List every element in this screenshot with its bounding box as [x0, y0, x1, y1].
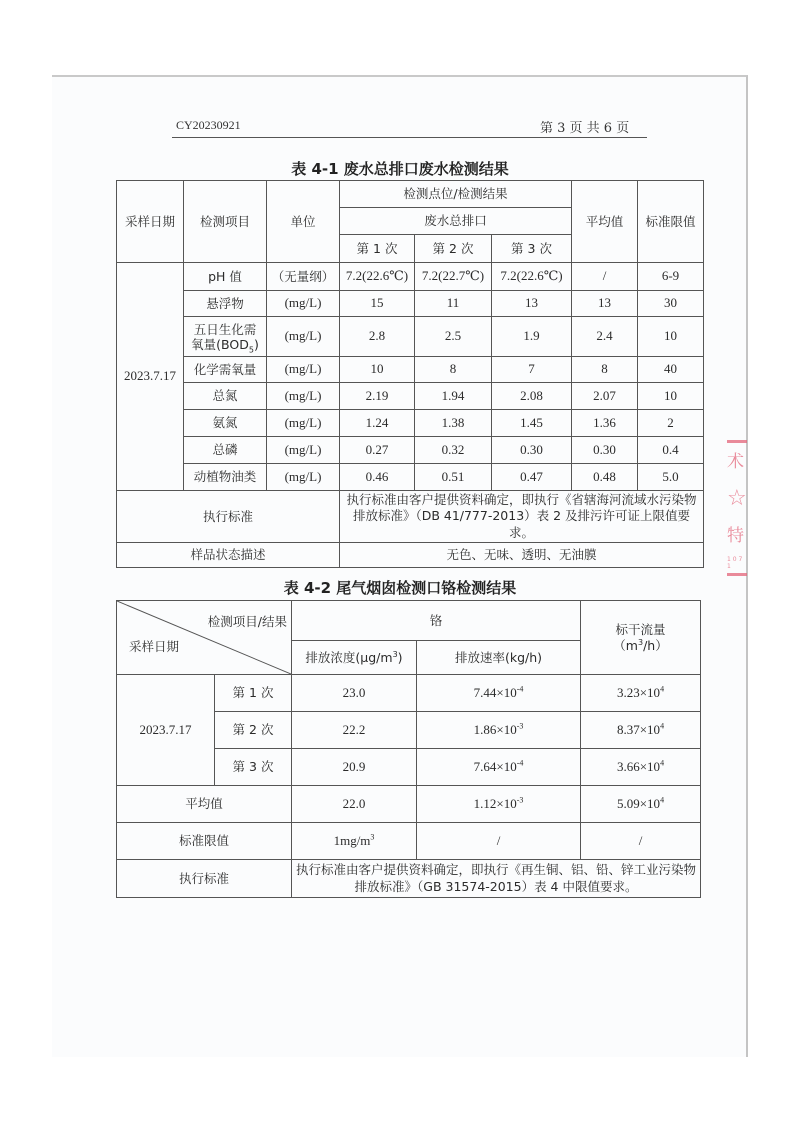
- item-name-line1: 五日生化需: [193, 321, 257, 337]
- star-icon: ☆: [727, 486, 747, 511]
- table-row: [117, 357, 704, 383]
- mantissa: 1mg/m: [333, 832, 371, 848]
- flow-label: 标干流量: [615, 621, 666, 637]
- table-row: [117, 383, 704, 410]
- stamp-bar: [727, 440, 747, 443]
- average-label: 平均值: [117, 786, 292, 823]
- sample-state-label: 样品状态描述: [117, 543, 340, 568]
- limit-value: 10: [638, 383, 704, 410]
- table-row: [117, 291, 704, 317]
- standard-label: 执行标准: [117, 491, 340, 543]
- run1-value: 7.2(22.6℃): [340, 263, 415, 291]
- run2-value: 8: [415, 357, 492, 383]
- superscript: 3: [637, 637, 644, 647]
- run1-value: 15: [340, 291, 415, 317]
- header-divider: [172, 137, 647, 138]
- table-row: [117, 263, 704, 291]
- exponent: 3: [370, 832, 375, 842]
- item-unit: （无量纲）: [267, 263, 340, 291]
- diagonal-header-cell: [117, 601, 292, 675]
- stamp-code: 1 0 7 1: [727, 556, 743, 570]
- chromium-results-table: [116, 600, 701, 898]
- average-value: 13: [572, 291, 638, 317]
- exponent: 4: [660, 684, 665, 694]
- average-value: 0.48: [572, 464, 638, 491]
- header-limit: 标准限值: [638, 181, 704, 263]
- conc-value: 22.0: [292, 786, 417, 823]
- item-unit: (mg/L): [267, 410, 340, 437]
- header-sampling-date: 采样日期: [117, 181, 184, 263]
- item-name: 总磷: [184, 437, 267, 464]
- flow-unit-tail: /h）: [643, 637, 668, 653]
- item-unit: (mg/L): [267, 383, 340, 410]
- limit-row: [117, 823, 701, 860]
- header-rate: 排放速率(kg/h): [417, 641, 581, 675]
- average-value: 2.07: [572, 383, 638, 410]
- exponent: -3: [516, 795, 524, 805]
- table1-caption: 表 4-1 废水总排口废水检测结果: [291, 160, 509, 178]
- flow-unit: （m: [613, 637, 638, 653]
- header-run-1: 第 1 次: [340, 235, 415, 263]
- rate-limit: /: [417, 823, 581, 860]
- item-unit: (mg/L): [267, 291, 340, 317]
- limit-value: 6-9: [638, 263, 704, 291]
- flow-limit: /: [581, 823, 701, 860]
- standard-text: 执行标准由客户提供资料确定，即执行《再生铜、铝、铅、锌工业污染物排放标准》（GB 31574-2015）表 4 中限值要求。: [292, 860, 701, 898]
- run3-value: 7.2(22.6℃): [492, 263, 572, 291]
- run2-value: 11: [415, 291, 492, 317]
- average-value: /: [572, 263, 638, 291]
- header-test-item: 检测项目: [184, 181, 267, 263]
- average-row: [117, 786, 701, 823]
- standard-text: 执行标准由客户提供资料确定，即执行《省辖海河流域水污染物排放标准》（DB 41/777-2013）表 2 及排污许可证上限值要求。: [340, 491, 704, 543]
- header-unit: 单位: [267, 181, 340, 263]
- exponent: -3: [516, 721, 524, 731]
- sampling-date: 2023.7.17: [117, 675, 215, 786]
- average-value: 2.4: [572, 317, 638, 357]
- run2-value: 7.2(22.7℃): [415, 263, 492, 291]
- average-value: 0.30: [572, 437, 638, 464]
- paren: ): [397, 649, 403, 665]
- item-name-line2: 氧量(BOD: [191, 336, 249, 352]
- sampling-date: 2023.7.17: [117, 263, 184, 491]
- mantissa: 7.64×10: [473, 758, 517, 774]
- run1-value: 1.24: [340, 410, 415, 437]
- item-name: 化学需氧量: [184, 357, 267, 383]
- item-unit: (mg/L): [267, 464, 340, 491]
- table-row: [117, 437, 704, 464]
- mantissa: 7.44×10: [473, 684, 517, 700]
- stamp-char: 术: [727, 452, 744, 472]
- limit-value: 0.4: [638, 437, 704, 464]
- item-unit: (mg/L): [267, 437, 340, 464]
- run3-value: 13: [492, 291, 572, 317]
- mantissa: 3.66×10: [616, 758, 661, 774]
- limit-value: 2: [638, 410, 704, 437]
- exponent: -4: [516, 758, 524, 768]
- item-name: 总氮: [184, 383, 267, 410]
- flow-value: [581, 712, 701, 749]
- rate-value: [417, 786, 581, 823]
- run-label: 第 1 次: [215, 675, 292, 712]
- red-seal-stamp: [727, 440, 747, 575]
- exponent: 4: [660, 795, 665, 805]
- sample-state-text: 无色、无味、透明、无油膜: [340, 543, 704, 568]
- run3-value: 2.08: [492, 383, 572, 410]
- standard-label: 执行标准: [117, 860, 292, 898]
- item-name: pH 值: [184, 263, 267, 291]
- run1-value: 10: [340, 357, 415, 383]
- run2-value: 0.32: [415, 437, 492, 464]
- item-name: [184, 317, 267, 357]
- run2-value: 1.38: [415, 410, 492, 437]
- diagonal-line: [117, 601, 291, 674]
- stamp-bar: [727, 573, 747, 576]
- limit-value: 10: [638, 317, 704, 357]
- rate-value: [417, 749, 581, 786]
- item-unit: (mg/L): [267, 317, 340, 357]
- conc-value: 23.0: [292, 675, 417, 712]
- report-number: CY20230921: [176, 118, 241, 132]
- run3-value: 0.30: [492, 437, 572, 464]
- run3-value: 7: [492, 357, 572, 383]
- table-row: [117, 464, 704, 491]
- run-label: 第 2 次: [215, 712, 292, 749]
- exponent: -4: [516, 684, 524, 694]
- table2-caption: 表 4-2 尾气烟囱检测口铬检测结果: [283, 579, 517, 597]
- header-flow: [581, 601, 701, 675]
- item-name: 悬浮物: [184, 291, 267, 317]
- limit-value: 40: [638, 357, 704, 383]
- header-point-results: 检测点位/检测结果: [340, 181, 572, 208]
- run2-value: 0.51: [415, 464, 492, 491]
- header-chromium: 铬: [292, 601, 581, 641]
- header-concentration: [292, 641, 417, 675]
- run2-value: 2.5: [415, 317, 492, 357]
- wastewater-results-table: [116, 180, 704, 568]
- conc-value: 22.2: [292, 712, 417, 749]
- item-name: 动植物油类: [184, 464, 267, 491]
- flow-value: [581, 675, 701, 712]
- header-run-3: 第 3 次: [492, 235, 572, 263]
- average-value: 1.36: [572, 410, 638, 437]
- run3-value: 1.45: [492, 410, 572, 437]
- run3-value: 1.9: [492, 317, 572, 357]
- subscript: 5: [248, 345, 254, 354]
- limit-label: 标准限值: [117, 823, 292, 860]
- conc-label: 排放浓度(μg/m: [305, 649, 393, 665]
- run2-value: 1.94: [415, 383, 492, 410]
- table-row: [117, 675, 701, 712]
- header-outlet: 废水总排口: [340, 208, 572, 235]
- run1-value: 0.27: [340, 437, 415, 464]
- flow-value: [581, 786, 701, 823]
- item-name: 氨氮: [184, 410, 267, 437]
- limit-value: 5.0: [638, 464, 704, 491]
- header-average: 平均值: [572, 181, 638, 263]
- item-unit: (mg/L): [267, 357, 340, 383]
- run1-value: 2.19: [340, 383, 415, 410]
- average-value: 8: [572, 357, 638, 383]
- mantissa: 5.09×10: [616, 795, 661, 811]
- page-indicator: 第 3 页 共 6 页: [540, 121, 630, 136]
- run3-value: 0.47: [492, 464, 572, 491]
- header-run-2: 第 2 次: [415, 235, 492, 263]
- flow-value: [581, 749, 701, 786]
- exponent: 4: [660, 758, 665, 768]
- run1-value: 2.8: [340, 317, 415, 357]
- rate-value: [417, 712, 581, 749]
- mantissa: 8.37×10: [616, 721, 661, 737]
- mantissa: 3.23×10: [616, 684, 661, 700]
- table-row: [117, 317, 704, 357]
- exponent: 4: [660, 721, 665, 731]
- table-row: [117, 410, 704, 437]
- run-label: 第 3 次: [215, 749, 292, 786]
- mantissa: 1.86×10: [473, 721, 517, 737]
- run1-value: 0.46: [340, 464, 415, 491]
- superscript: 3: [392, 649, 398, 659]
- limit-value: 30: [638, 291, 704, 317]
- stamp-char: 特: [727, 526, 744, 546]
- conc-limit: [292, 823, 417, 860]
- mantissa: 1.12×10: [473, 795, 517, 811]
- conc-value: 20.9: [292, 749, 417, 786]
- header-item-result: 检测项目/结果: [207, 614, 287, 629]
- paren: ): [253, 336, 259, 352]
- header-sampling-date: 采样日期: [129, 639, 180, 654]
- rate-value: [417, 675, 581, 712]
